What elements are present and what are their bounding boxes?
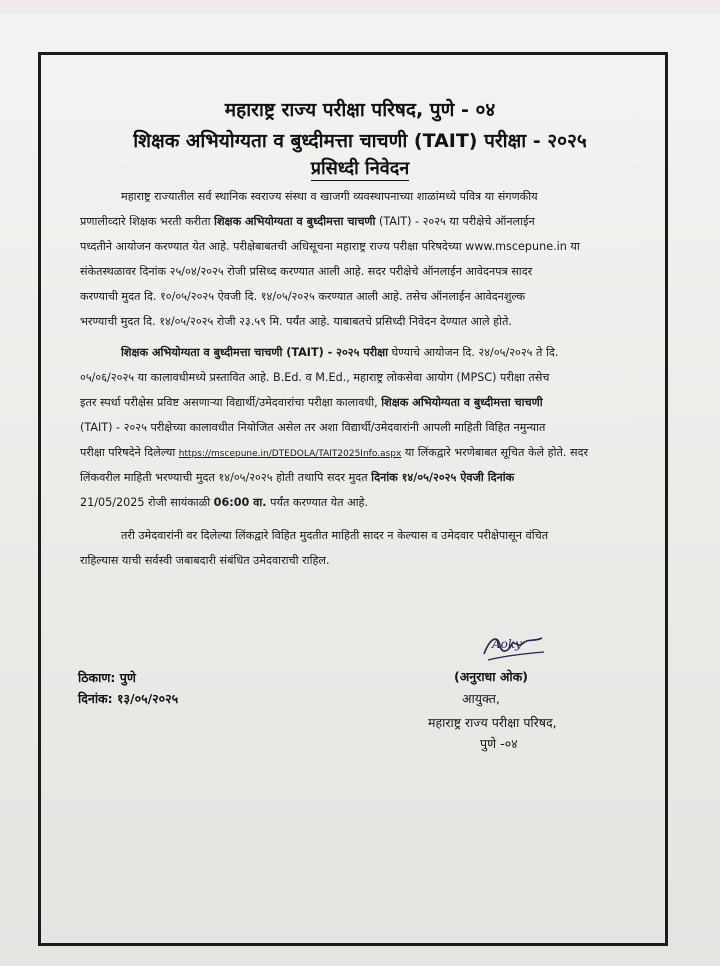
para2-line3: इतर स्पर्धा परीक्षेस प्रविष्ट असणाऱ्या विद्यार्थी/उमेदवारांचा परीक्षा कालावधी, शिक्षक अभियोग्यता व बुध्दीमत्ता चाचणी xyxy=(80,396,543,409)
signatory-organization: महाराष्ट्र राज्य परीक्षा परिषद, xyxy=(428,715,557,730)
notice-title: प्रसिध्दी निवेदन xyxy=(310,158,410,179)
signature-mark xyxy=(478,624,548,670)
place-label: ठिकाण: पुणे xyxy=(78,670,136,685)
signatory-name: (अनुराधा ओक) xyxy=(454,669,528,684)
tait-info-link[interactable]: https://mscepune.in/DTEDOLA/TAIT2025Info.aspx xyxy=(178,449,402,459)
date-label: दिनांक: १३/०५/२०२५ xyxy=(78,691,179,706)
para2-line1: शिक्षक अभियोग्यता व बुध्दीमत्ता चाचणी (TAIT) - २०२५ परीक्षा घेण्याचे आयोजन दि. २४/०५/२०२५ ते दि. xyxy=(121,346,559,359)
para1-line5: करण्याची मुदत दि. १०/०५/२०२५ ऐवजी दि. १४/०५/२०२५ करण्यात आली आहे. तसेच ऑनलाईन आवेदनशुल्क xyxy=(80,290,526,303)
signatory-city: पुणे -०४ xyxy=(480,736,518,751)
para1-line3: पध्दतीने आयोजन करण्यात येत आहे. परीक्षेबाबतची अधिसूचना महाराष्ट्र राज्य परीक्षा परिषदेच्या www.mscepune.in या xyxy=(80,240,580,253)
signature-text: Aoky xyxy=(492,637,522,651)
para2-line5: परीक्षा परिषदेने दिलेल्या https://mscepune.in/DTEDOLA/TAIT2025Info.aspx या लिंकद्वारे भरणेबाबत सूचित केले होते. सदर xyxy=(80,446,589,459)
para1-line6: भरण्याची मुदत दि. १४/०५/२०२५ रोजी २३.५९ मि. पर्यंत आहे. याबाबतचे प्रसिध्दी निवेदन देण्यात आले होते. xyxy=(80,315,512,328)
council-title: महाराष्ट्र राज्य परीक्षा परिषद, पुणे - ०४ xyxy=(224,99,496,121)
top-strip xyxy=(0,0,720,14)
para1-line1: महाराष्ट्र राज्यातील सर्व स्थानिक स्वराज्य संस्था व खाजगी व्यवस्थापनाच्या शाळांमध्ये पवित्र या संगणकीय xyxy=(121,190,538,203)
para3-line2: राहिल्यास याची सर्वस्वी जबाबदारी संबंधित उमेदवाराची राहिल. xyxy=(80,554,330,567)
para3-line1: तरी उमेदवारांनी वर दिलेल्या लिंकद्वारे विहित मुदतीत माहिती सादर न केल्यास व उमेदवार परीक्षेपासून वंचित xyxy=(121,529,549,542)
signatory-designation: आयुक्त, xyxy=(462,691,500,706)
para2-line4: (TAIT) - २०२५ परीक्षेच्या कालावधीत नियोजित असेल तर अशा विद्यार्थी/उमेदवारांनी आपली माहिती विहित नमुन्यात xyxy=(80,421,546,434)
para2-line7: 21/05/2025 रोजी सायंकाळी 06:00 वा. पर्यंत करण्यात येत आहे. xyxy=(80,496,369,509)
para1-line4: संकेतस्थळावर दिनांक २५/०४/२०२५ रोजी प्रसिध्द करण्यात आली आहे. सदर परीक्षेचे ऑनलाईन आवेदनपत्र सादर xyxy=(80,265,533,278)
exam-title: शिक्षक अभियोग्यता व बुध्दीमत्ता चाचणी (TAIT) परीक्षा - २०२५ xyxy=(133,130,587,152)
para2-line6: लिंकवरील माहिती भरण्याची मुदत १४/०५/२०२५ होती तथापि सदर मुदत दिनांक १४/०५/२०२५ ऐवजी दिनांक xyxy=(80,471,515,484)
para2-line2: ०५/०६/२०२५ या कालावधीमध्ये प्रस्तावित आहे. B.Ed. व M.Ed., महाराष्ट्र लोकसेवा आयोग (MPSC) परीक्षा तसेच xyxy=(80,371,550,384)
para1-line2: प्रणालीव्दारे शिक्षक भरती करीता शिक्षक अभियोग्यता व बुध्दीमत्ता चाचणी (TAIT) - २०२५ या परीक्षेचे ऑनलाईन xyxy=(80,215,535,228)
